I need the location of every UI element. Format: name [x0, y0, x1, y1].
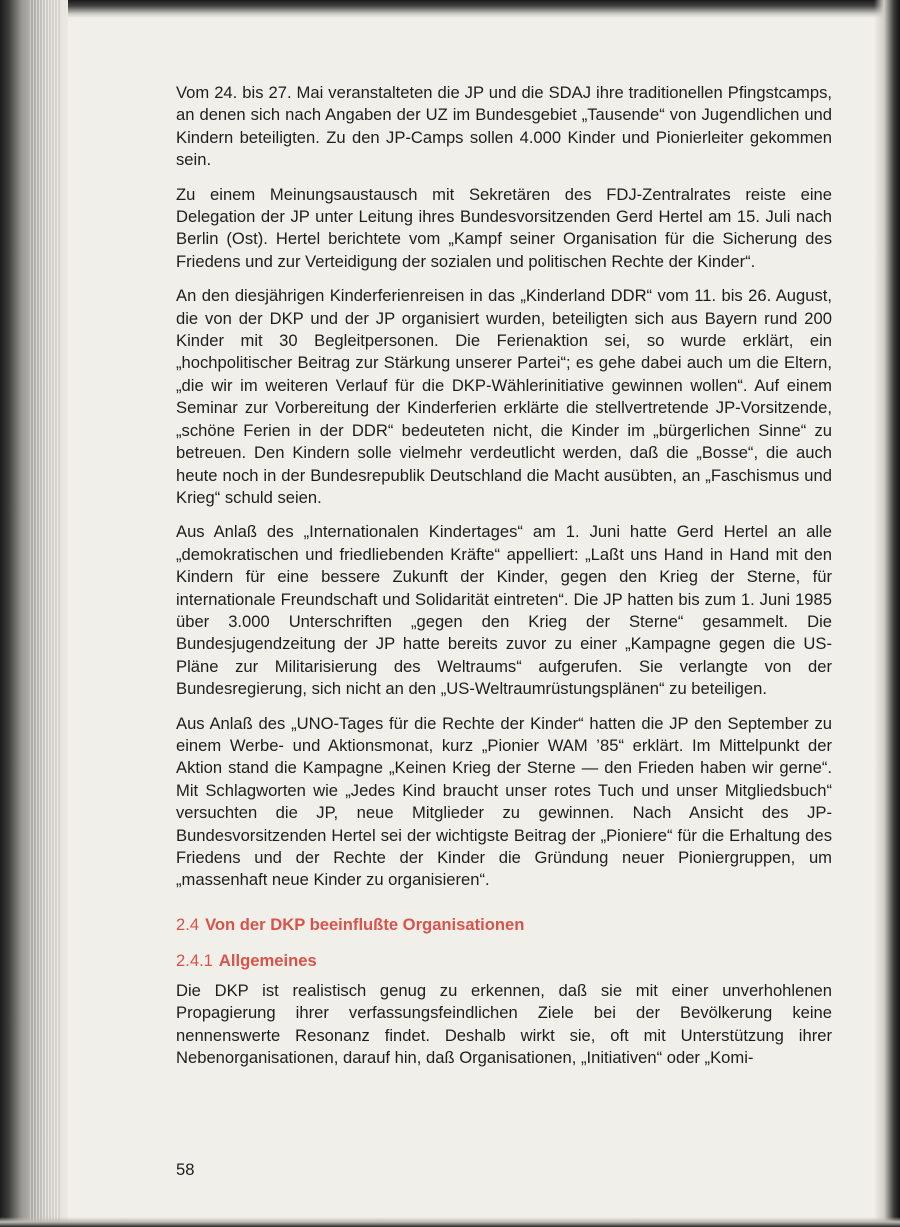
paragraph-pfingstcamps: Vom 24. bis 27. Mai veranstalteten die JP und die SDAJ ihre traditionellen Pfingstcamps, an denen sich nach Angaben der UZ im Bundesgebiet „Tausende“ von Jugendlichen und Kindern beteiligten. Zu den JP-Camps sollen 4.000 Kinder und Pionierleiter gekommen sein.: [176, 83, 832, 170]
subsection-number: 2.4.1: [176, 950, 213, 970]
page-top-edge: [0, 0, 900, 18]
page-number: 58: [176, 1160, 195, 1179]
section-heading: [176, 914, 832, 936]
paragraph-kindertag: Aus Anlaß des „Internationalen Kindertages“ am 1. Juni hatte Gerd Hertel an alle „demokratischen und friedliebenden Kräfte“ appelliert: „Laßt uns Hand in Hand mit den Kindern für eine bessere Zukunft der Kinder, gegen den Krieg der Sterne, für internationale Freundschaft und Solidarität eintreten“. Die JP hatten bis zum 1. Juni 1985 über 3.000 Unterschriften „gegen den Krieg der Sterne“ gesammelt. Die Bundesjugendzeitung der JP hatte bereits zuvor zu einer „Kampagne gegen die US-Pläne zur Militarisierung des Weltraums“ aufgerufen. Sie verlangte von der Bundesregierung, sich nicht an den „US-Weltraumrüstungsplänen“ zu beteiligen.: [176, 522, 832, 699]
paragraph-kinderferienreisen: An den diesjährigen Kinderferienreisen in das „Kinderland DDR“ vom 11. bis 26. August, die von der DKP und der JP organisiert wurden, beteiligten sich aus Bayern rund 200 Kinder mit 30 Begleitpersonen. Die Ferienaktion sei, so wurde erklärt, ein „hochpolitischer Beitrag zur Stärkung unserer Partei“; es gehe dabei auch um die Eltern, „die wir im weiteren Verlauf für die DKP-Wählerinitiative gewinnen wollen“. Auf einem Seminar zur Vorbereitung der Kinderferien erklärte die stellvertretende JP-Vorsitzende, „schöne Ferien in der DDR“ bedeuteten nicht, die Kinder im „bürgerlichen Sinne“ zu betreuen. Den Kindern solle vielmehr verdeutlicht werden, daß die „Bosse“, die auch heute noch in der Bundesrepublik Deutschland die Macht ausübten, an „Faschismus und Krieg“ schuld seien.: [176, 286, 832, 507]
subsection-title: Allgemeines: [218, 950, 317, 970]
paragraph-allgemeines: Die DKP ist realistisch genug zu erkennen, daß sie mit einer unverhohlenen Propagierung ihrer verfassungsfeindlichen Ziele bei der Bevölkerung keine nennenswerte Resonanz findet. Deshalb wirkt sie, oft mit Unterstützung ihrer Nebenorganisationen, darauf hin, daß Organisationen, „Initiativen“ oder „Komi-: [176, 980, 832, 1068]
page-binding-edge: [0, 0, 68, 1227]
section-number: 2.4: [176, 914, 200, 934]
page-right-edge: [874, 0, 900, 1227]
subsection-heading: [176, 950, 832, 972]
paragraph-uno-tag: Aus Anlaß des „UNO-Tages für die Rechte der Kinder“ hatten die JP den September zu einem Werbe- und Aktionsmonat, kurz „Pionier WAM ’85“ erklärt. Im Mittelpunkt der Aktion stand die Kampagne „Keinen Krieg der Sterne — den Frieden haben wir gerne“. Mit Schlagworten wie „Jedes Kind braucht unser rotes Tuch und unser Mitgliedsbuch“ versuchten die JP, neue Mitglieder zu gewinnen. Nach Ansicht des JP-Bundesvorsitzenden Hertel sei der wichtigste Beitrag der „Pioniere“ für die Erhaltung des Friedens und der Rechte der Kinder die Gründung neuer Pioniergruppen, um „massenhaft neue Kinder zu organisieren“.: [176, 713, 832, 890]
page-bottom-edge: [0, 1217, 900, 1227]
section-title: Von der DKP beeinflußte Organisationen: [205, 914, 525, 934]
page-content: [176, 82, 832, 1081]
paragraph-fdj-delegation: Zu einem Meinungsaustausch mit Sekretären des FDJ-Zentralrates reiste eine Delegation der JP unter Leitung ihres Bundesvorsitzenden Gerd Hertel am 15. Juli nach Berlin (Ost). Hertel berichtete vom „Kampf seiner Organisation für die Sicherung des Friedens und zur Verteidigung der sozialen und politischen Rechte der Kinder“.: [176, 184, 832, 271]
